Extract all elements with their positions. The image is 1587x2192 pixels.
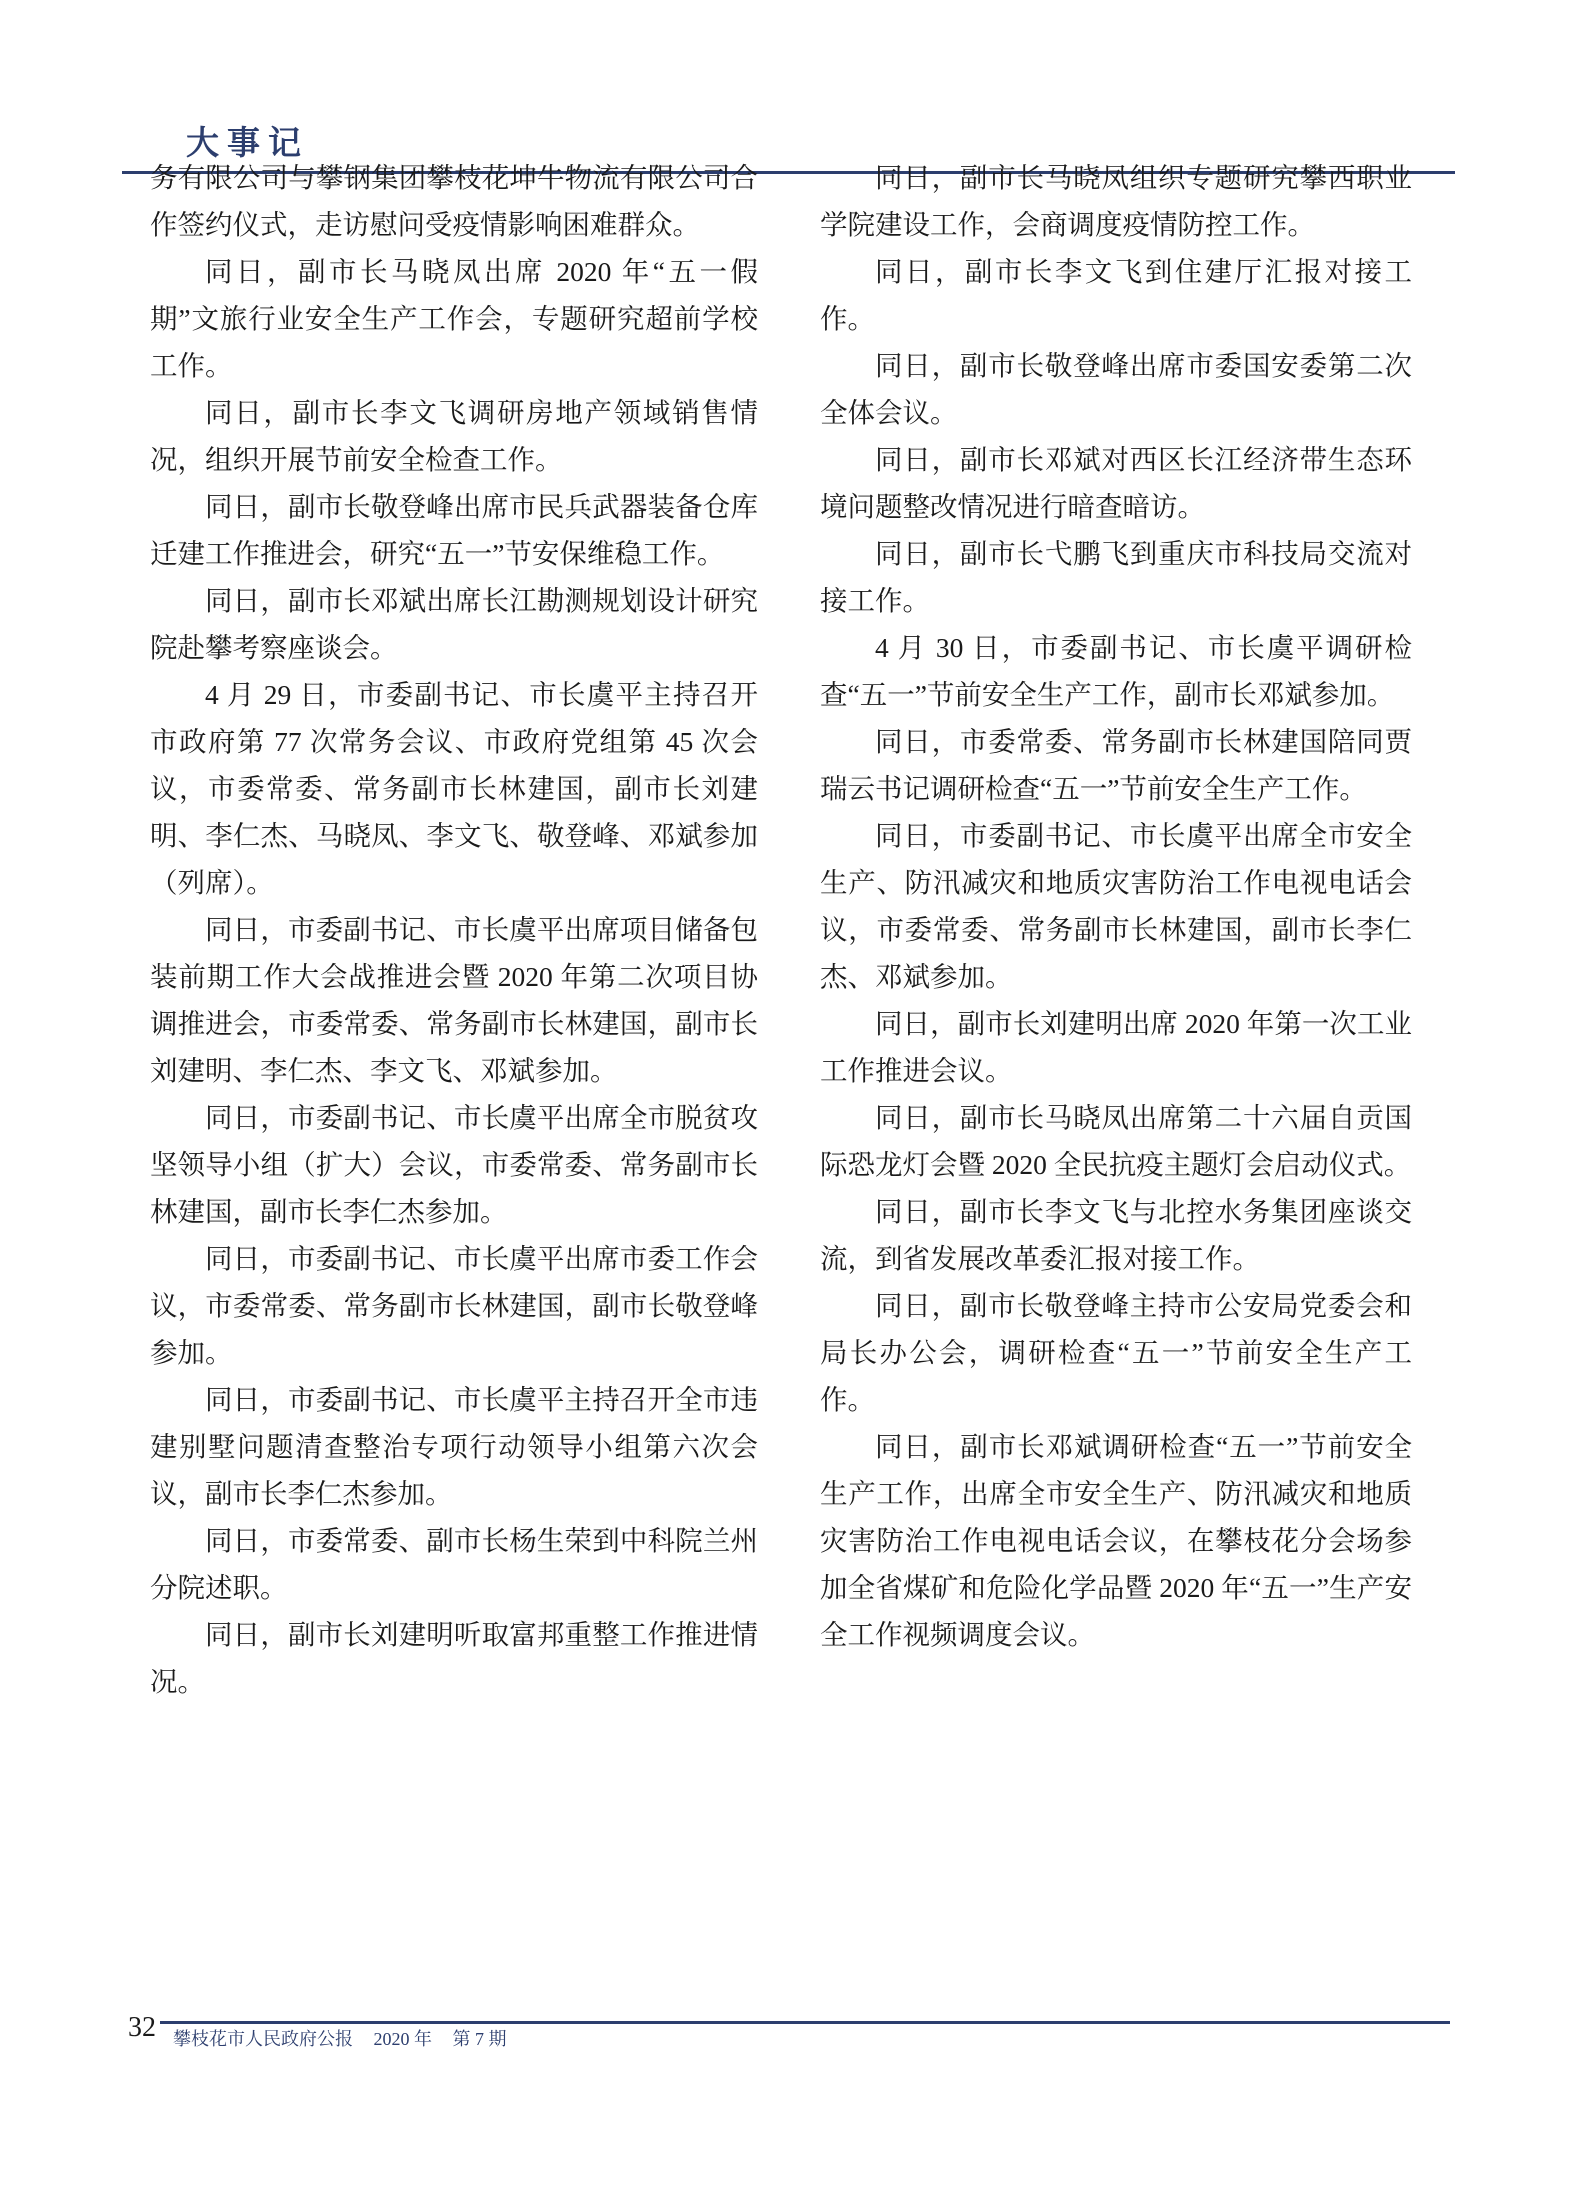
article-body: [150, 154, 1412, 1705]
paragraph: 同日，副市长李文飞到住建厅汇报对接工作。: [820, 256, 1412, 334]
paragraph: 4 月 29 日，市委副书记、市长虞平主持召开市政府第 77 次常务会议、市政府党组第 45 次会议，市委常委、常务副市长林建国，副市长刘建明、李仁杰、马晓凤、李文飞、敬登峰、邓斌参加（列席）。: [150, 679, 758, 898]
paragraph: 同日，副市长弋鹏飞到重庆市科技局交流对接工作。: [820, 538, 1412, 616]
paragraph: 4 月 30 日，市委副书记、市长虞平调研检查“五一”节前安全生产工作，副市长邓斌参加。: [820, 632, 1412, 710]
publication-name: 攀枝花市人民政府公报: [173, 2029, 353, 2049]
paragraph: 同日，副市长李文飞与北控水务集团座谈交流，到省发展改革委汇报对接工作。: [820, 1196, 1412, 1274]
page-title: 大事记: [186, 124, 309, 161]
paragraph: 务有限公司与攀钢集团攀枝花坤牛物流有限公司合作签约仪式，走访慰问受疫情影响困难群众。: [150, 162, 758, 240]
paragraph: 同日，副市长敬登峰出席市委国安委第二次全体会议。: [820, 350, 1412, 428]
paragraph: 同日，副市长马晓凤组织专题研究攀西职业学院建设工作，会商调度疫情防控工作。: [820, 162, 1412, 240]
paragraph: 同日，副市长敬登峰出席市民兵武器装备仓库迁建工作推进会，研究“五一”节安保维稳工作。: [150, 491, 758, 569]
paragraph: 同日，副市长刘建明听取富邦重整工作推进情况。: [150, 1619, 758, 1697]
publication-issue: 第 7 期: [452, 2029, 507, 2049]
paragraph: 同日，副市长邓斌对西区长江经济带生态环境问题整改情况进行暗查暗访。: [820, 444, 1412, 522]
paragraph: 同日，副市长马晓凤出席 2020 年“五一假期”文旅行业安全生产工作会，专题研究超前学校工作。: [150, 256, 758, 381]
paragraph: 同日，市委常委、常务副市长林建国陪同贾瑞云书记调研检查“五一”节前安全生产工作。: [820, 726, 1412, 804]
paragraph: 同日，市委副书记、市长虞平主持召开全市违建别墅问题清查整治专项行动领导小组第六次会议，副市长李仁杰参加。: [150, 1384, 758, 1509]
paragraph: 同日，副市长刘建明出席 2020 年第一次工业工作推进会议。: [820, 1008, 1412, 1086]
paragraph: 同日，市委副书记、市长虞平出席项目储备包装前期工作大会战推进会暨 2020 年第二次项目协调推进会，市委常委、常务副市长林建国，副市长刘建明、李仁杰、李文飞、邓斌参加。: [150, 914, 758, 1086]
paragraph: 同日，副市长邓斌调研检查“五一”节前安全生产工作，出席全市安全生产、防汛减灾和地质灾害防治工作电视电话会议，在攀枝花分会场参加全省煤矿和危险化学品暨 2020 年“五一”生产安全工作视频调度会议。: [820, 1431, 1412, 1650]
paragraph: 同日，副市长邓斌出席长江勘测规划设计研究院赴攀考察座谈会。: [150, 585, 758, 663]
footer-rule: [160, 2021, 1450, 2024]
paragraph: 同日，市委副书记、市长虞平出席全市脱贫攻坚领导小组（扩大）会议，市委常委、常务副市长林建国，副市长李仁杰参加。: [150, 1102, 758, 1227]
paragraph: 同日，市委副书记、市长虞平出席市委工作会议，市委常委、常务副市长林建国，副市长敬登峰参加。: [150, 1243, 758, 1368]
paragraph: 同日，副市长李文飞调研房地产领域销售情况，组织开展节前安全检查工作。: [150, 397, 758, 475]
paragraph: 同日，市委副书记、市长虞平出席全市安全生产、防汛减灾和地质灾害防治工作电视电话会议，市委常委、常务副市长林建国，副市长李仁杰、邓斌参加。: [820, 820, 1412, 992]
footer-publication-line: [173, 2029, 507, 2051]
page-number: 32: [128, 2012, 156, 2043]
column-left: [150, 154, 758, 1705]
paragraph: 同日，市委常委、副市长杨生荣到中科院兰州分院述职。: [150, 1525, 758, 1603]
publication-year: 2020 年: [373, 2029, 432, 2049]
paragraph: 同日，副市长敬登峰主持市公安局党委会和局长办公会，调研检查“五一”节前安全生产工作。: [820, 1290, 1412, 1415]
column-right: [820, 154, 1412, 1705]
paragraph: 同日，副市长马晓凤出席第二十六届自贡国际恐龙灯会暨 2020 全民抗疫主题灯会启动仪式。: [820, 1102, 1412, 1180]
